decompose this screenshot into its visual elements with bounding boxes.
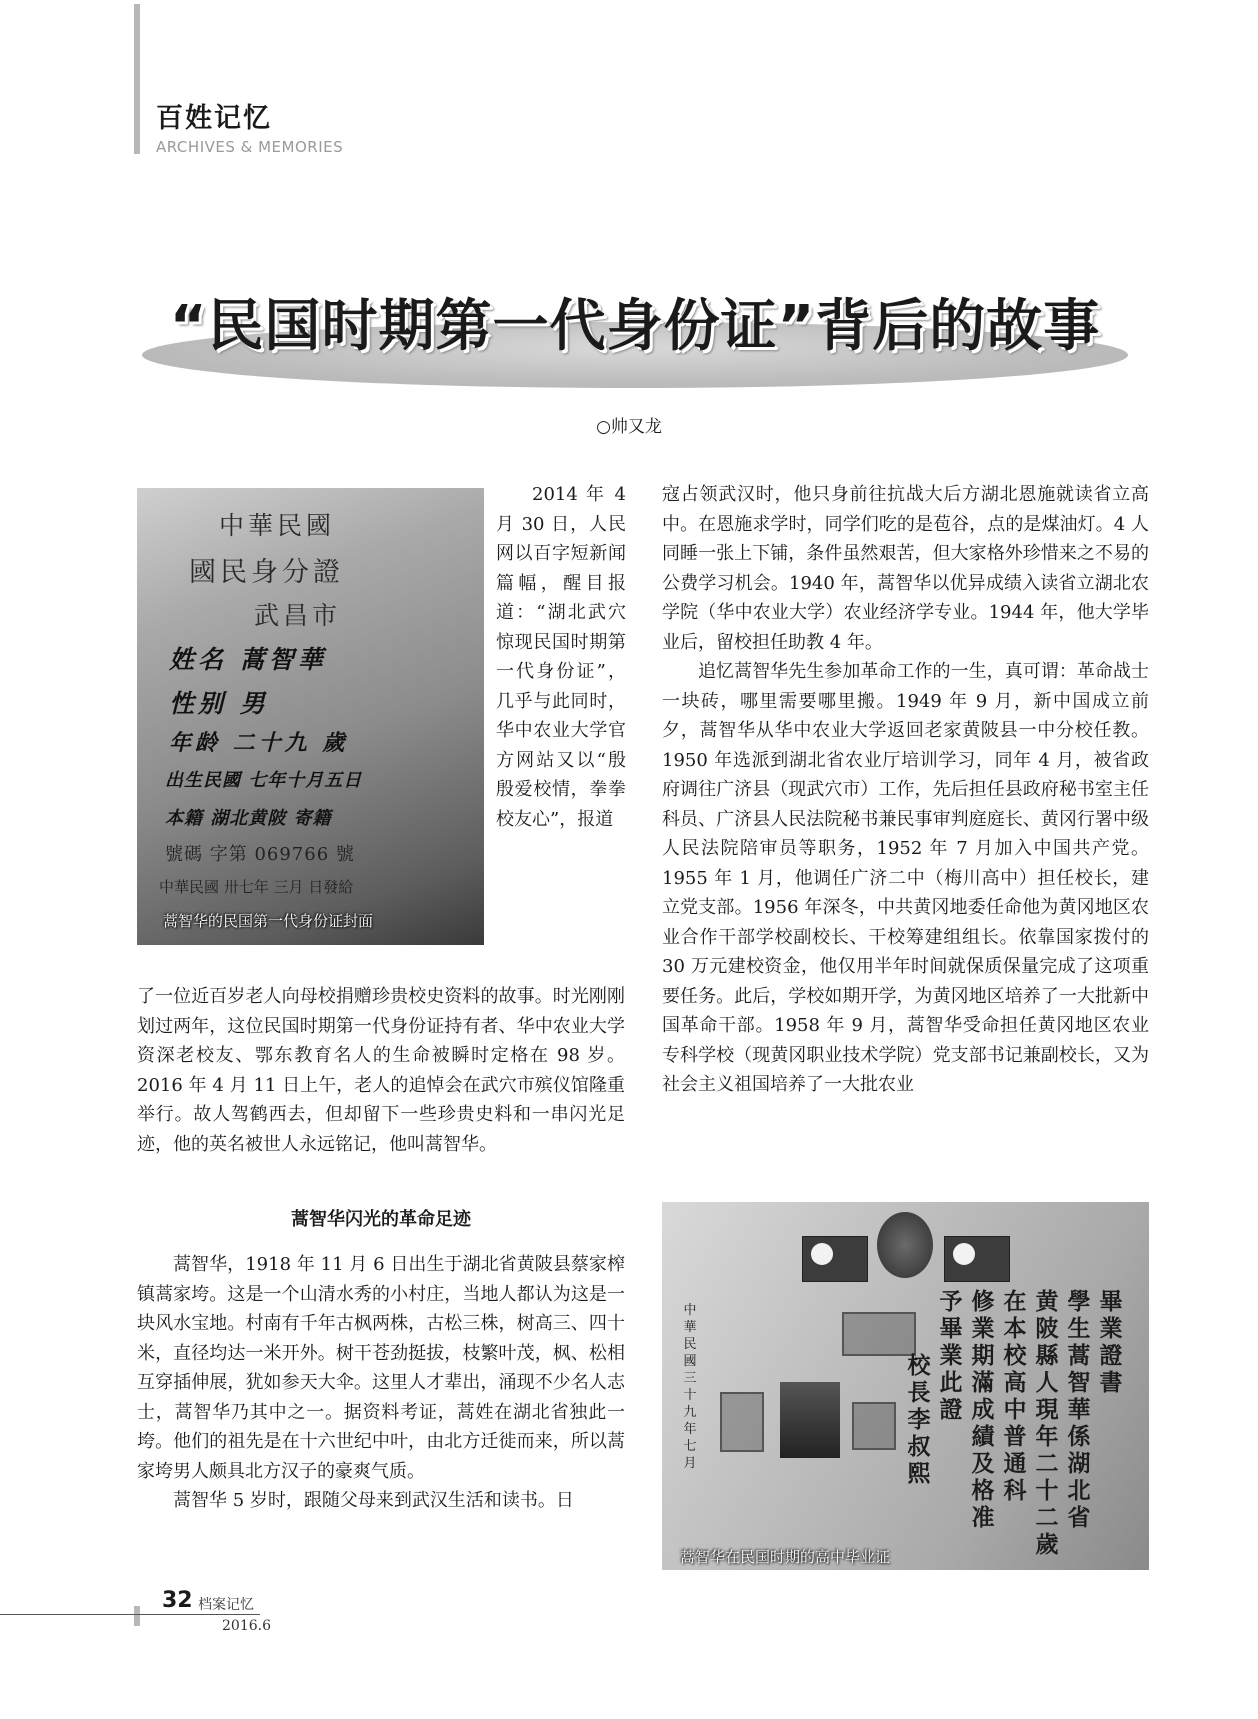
id-card-line: 姓名 蒿智華 xyxy=(169,645,327,674)
diploma-column: 黄陂縣人現年二十二歲 xyxy=(1035,1288,1059,1558)
diploma-photo xyxy=(662,1202,1149,1570)
figure-caption: 蒿智华的民国第一代身份证封面 xyxy=(163,912,374,930)
flag-icon xyxy=(802,1236,868,1282)
id-card-line: 中華民國 卅七年 三月 日發給 xyxy=(159,878,354,896)
article-paragraph: 2014 年 4 月 30 日，人民网以百字短新闻篇幅，醒目报道：“湖北武穴惊现民国时期第一代身份证”，几乎与此同时，华中农业大学官方网站又以“殷殷爱校情，拳拳校友心”，报道 xyxy=(496,484,626,830)
diploma-column: 修業期滿成績及格准 xyxy=(971,1288,995,1531)
section-bar xyxy=(134,4,140,154)
page-number: 32 xyxy=(162,1588,193,1613)
diploma-column: 學生蒿智華係湖北省 xyxy=(1067,1288,1091,1531)
seal-stamp xyxy=(842,1312,916,1356)
diploma-column: 在本校高中普通科 xyxy=(1003,1288,1027,1504)
section-subtitle: ARCHIVES & MEMORIES xyxy=(156,138,344,156)
journal-name: 档案记忆 xyxy=(198,1597,254,1613)
issue-date: 2016.6 xyxy=(222,1618,271,1634)
footer-bar xyxy=(134,1606,140,1626)
id-card-line: 號碼 字第 069766 號 xyxy=(165,844,355,865)
article-paragraph: 寇占领武汉时，他只身前往抗战大后方湖北恩施就读省立高中。在恩施求学时，同学们吃的是苞谷，点的是煤油灯。4 人同睡一张上下铺，条件虽然艰苦，但大家格外珍惜来之不易的公费学习机会。1940 年，蒿智华以优异成绩入读省立湖北农学院（华中农业大学）农业经济学专业。1944 年，他大学毕业后，留校担任助教 4 年。 追忆蒿智华先生参加革命工作的一生，真可谓：革命战士一块砖，哪里需要哪里搬。1949 年 9 月，新中国成立前夕，蒿智华从华中农业大学返回老家黄陂县一中分校任教。1950 年选派到湖北省农业厅培训学习，同年 4 月，被省政府调往广济县（现武穴市）工作，先后担任县政府秘书室主任科员、广济县人民法院秘书兼民事审判庭庭长、黄冈行署中级人民法院陪审员等职务，1952 年 7 月加入中国共产党。1955 年 1 月，他调任广济二中（梅川高中）担任校长，建立党支部。1956 年深冬，中共黄冈地委任命他为黄冈地区农业合作干部学校副校长、干校筹建组组长。依靠国家拨付的 30 万元建校资金，他仅用半年时间就保质保量完成了这项重要任务。此后，学校如期开学，为黄冈地区培养了一大批新中国革命干部。1958 年 9 月，蒿智华受命担任黄冈地区农业专科学校（现黄冈职业技术学院）党支部书记兼副校长，又为社会主义祖国培养了一大批农业 xyxy=(662,484,1149,1095)
section-heading: 蒿智华闪光的革命足迹 xyxy=(291,1209,471,1230)
id-card-line: 武昌市 xyxy=(254,601,342,630)
article-paragraph: 蒿智华，1918 年 11 月 6 日出生于湖北省黄陂县蔡家榨镇蒿家垮。这是一个山清水秀的小村庄，当地人都认为这是一块风水宝地。村南有千年古枫两株，古松三株，树高三、四十米，直径均达一米开外。树干苍劲挺拔，枝繁叶茂，枫、松相互穿插伸展，犹如参天大伞。这里人才辈出，涌现不少名人志士，蒿智华乃其中之一。据资料考证，蒿姓在湖北省独此一垮。他们的祖先是在十六世纪中叶，由北方迁徙而来，所以蒿家垮男人颇具北方汉子的豪爽气质。 蒿智华 5 岁时，跟随父母来到武汉生活和读书。日 xyxy=(137,1254,625,1511)
id-card-line: 中華民國 xyxy=(219,511,336,540)
article-paragraph: 了一位近百岁老人向母校捐赠珍贵校史资料的故事。时光刚刚划过两年，这位民国时期第一代身份证持有者、华中农业大学资深老校友、鄂东教育名人的生命被瞬时定格在 98 岁。2016 年 4 月 11 日上午，老人的追悼会在武穴市殡仪馆隆重举行。故人驾鹤西去，但却留下一些珍贵史料和一串闪光足迹，他的英名被世人永远铭记，他叫蒿智华。 xyxy=(137,986,625,1155)
id-card-line: 出生民國 七年十月五日 xyxy=(165,770,363,791)
article-title: “民国时期第一代身份证”背后的故事 xyxy=(169,294,1101,359)
section-title: 百姓记忆 xyxy=(156,103,272,134)
footer-divider xyxy=(0,1614,260,1615)
id-card xyxy=(159,498,459,918)
student-photo xyxy=(780,1382,840,1458)
portrait-icon xyxy=(877,1212,933,1278)
id-card-line: 本籍 湖北黄陂 寄籍 xyxy=(165,808,332,829)
seal-stamp xyxy=(720,1392,764,1452)
id-card-photo xyxy=(137,488,484,945)
figure-caption: 蒿智华在民国时期的高中毕业证 xyxy=(680,1548,891,1566)
id-card-line: 國民身分證 xyxy=(189,557,344,588)
diploma-column: 校長李叔熙 xyxy=(907,1352,931,1487)
seal-stamp xyxy=(852,1402,896,1450)
diploma-column: 中華民國三十九年七月 xyxy=(683,1303,697,1471)
id-card-line: 性别 男 xyxy=(169,689,269,718)
diploma-column: 畢業證書 xyxy=(1099,1288,1123,1396)
article-author: ○帅又龙 xyxy=(596,417,662,437)
id-card-line: 年龄 二十九 歲 xyxy=(169,730,349,756)
flag-icon xyxy=(944,1236,1010,1282)
diploma-column: 予畢業此證 xyxy=(939,1288,963,1423)
